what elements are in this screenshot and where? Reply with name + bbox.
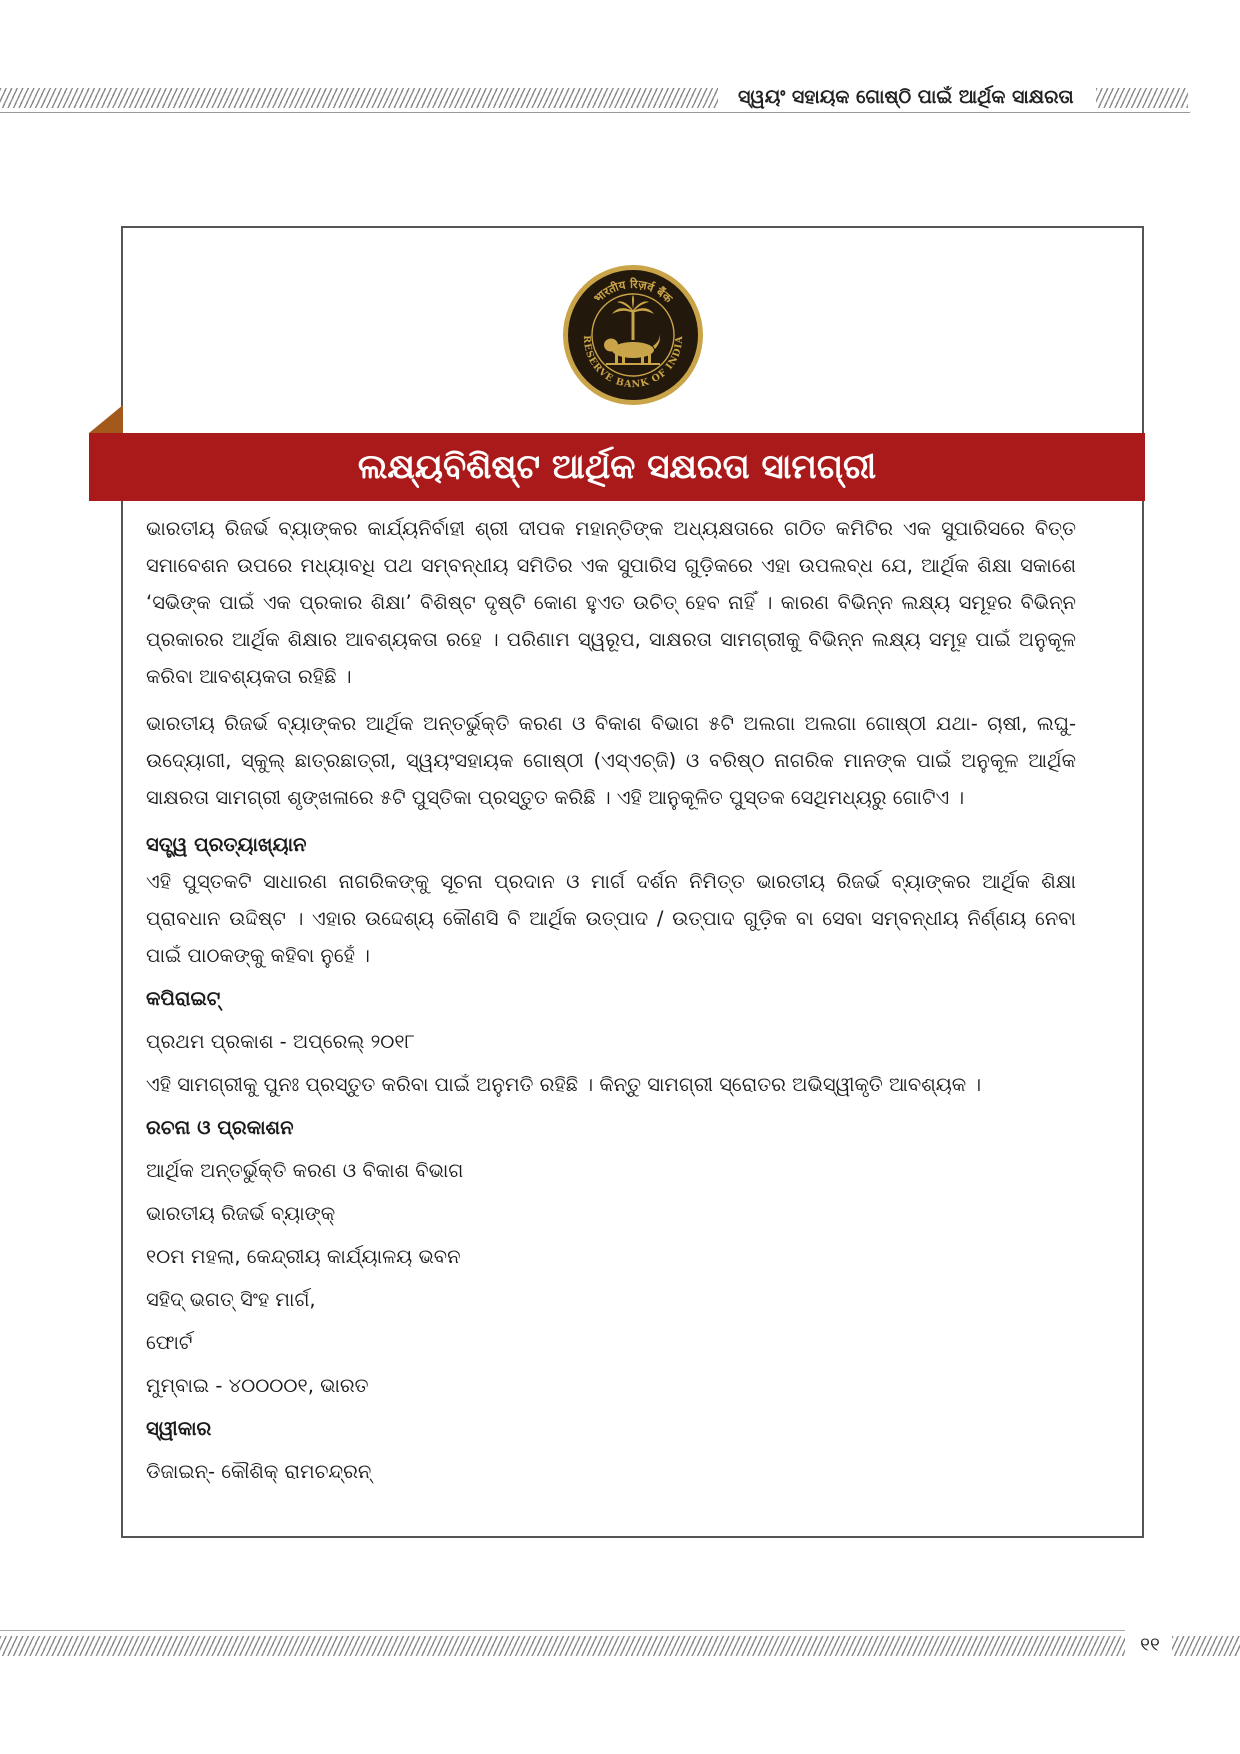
footer-rule — [0, 1630, 1125, 1631]
disclaimer-text: ଏହି ପୁସ୍ତକଟି ସାଧାରଣ ନାଗରିକଙ୍କୁ ସୂଚନା ପ୍ରଦାନ ଓ ମାର୍ଗ ଦର୍ଶନ ନିମିତ୍ତ ଭାରତୀୟ ରିଜର୍ଭ ବ୍ୟାଙ୍କର ଆର୍ଥିକ ଶିକ୍ଷା ପ୍ରାବଧାନ ଉଦ୍ଦିଷ୍ଟ । ଏହାର ଉଦ୍ଦେଶ୍ୟ କୌଣସି ବି ଆର୍ଥିକ ଉତ୍ପାଦ / ଉତ୍ପାଦ ଗୁଡ଼ିକ ବା ସେବା ସମ୍ବନ୍ଧୀୟ ନିର୍ଣ୍ଣୟ ନେବା ପାଇଁ ପାଠକଙ୍କୁ କହିବା ନୁହେଁ । — [146, 870, 1076, 967]
rbi-seal-logo — [562, 264, 704, 406]
running-header-title: ସ୍ୱୟଂ ସହାୟକ ଗୋଷ୍ଠି ପାଇଁ ଆର୍ଥିକ ସାକ୍ଷରତା — [738, 86, 1074, 108]
footer-hatch-left — [0, 1636, 1125, 1656]
address-line-street: ସହିଦ୍ ଭଗତ୍ ସିଂହ ମାର୍ଗ, — [146, 1288, 316, 1311]
seal-bottom-text: RESERVE BANK OF INDIA — [580, 335, 686, 391]
design-credit: ଡିଜାଇନ୍- କୌଶିକ୍ ରାମଚନ୍ଦ୍ରନ୍ — [146, 1460, 372, 1483]
reproduction-note: ଏହି ସାମଗ୍ରୀକୁ ପୁନଃ ପ୍ରସ୍ତୁତ କରିବା ପାଇଁ ଅନୁମତି ରହିଛି । କିନ୍ତୁ ସାମଗ୍ରୀ ସ୍ରୋତର ଅଭିସ୍ୱୀକୃତି ଆବଶ୍ୟକ । — [146, 1073, 982, 1096]
page-number: ୧୧ — [1140, 1634, 1160, 1656]
publication-heading: ରଚନା ଓ ପ୍ରକାଶନ — [146, 1116, 294, 1139]
banner-fold — [89, 405, 123, 433]
copyright-heading: କପିରାଇଟ୍ — [146, 987, 221, 1010]
address-line-department: ଆର୍ଥିକ ଅନ୍ତର୍ଭୁକ୍ତି କରଣ ଓ ବିକାଶ ବିଭାଗ — [146, 1159, 464, 1182]
first-publication: ପ୍ରଥମ ପ୍ରକାଶ - ଅପ୍ରେଲ୍ ୨୦୧୮ — [146, 1030, 415, 1053]
address-line-bank: ଭାରତୀୟ ରିଜର୍ଭ ବ୍ୟାଙ୍କ୍ — [146, 1202, 336, 1225]
department-paragraph: ଭାରତୀୟ ରିଜର୍ଭ ବ୍ୟାଙ୍କର ଆର୍ଥିକ ଅନ୍ତର୍ଭୁକ୍ତି କରଣ ଓ ବିକାଶ ବିଭାଗ ୫ଟି ଅଲଗା ଅଲଗା ଗୋଷ୍ଠୀ ଯଥା- ଚାଷୀ, ଲଘୁ- ଉଦ୍ୟୋଗୀ, ସ୍କୁଲ୍ ଛାତ୍ରଛାତ୍ରୀ, ସ୍ୱୟଂସହାୟକ ଗୋଷ୍ଠୀ (ଏସ୍‌ଏଚ୍‌ଜି) ଓ ବରିଷ୍ଠ ନାଗରିକ ମାନଙ୍କ ପାଇଁ ଅନୁକୂଳ ଆର୍ଥିକ ସାକ୍ଷରତା ସାମଗ୍ରୀ ଶୃଙ୍ଖଳାରେ ୫ଟି ପୁସ୍ତିକା ପ୍ରସ୍ତୁତ କରିଛି । ଏହି ଆନୁକୂଳିତ ପୁସ୍ତକ ସେଥିମଧ୍ୟରୁ ଗୋଟିଏ । — [146, 712, 1076, 809]
acknowledgement-heading: ସ୍ୱୀକାର — [146, 1417, 212, 1440]
address-line-city: ମୁମ୍ବାଇ - ୪୦୦୦୦୧, ଭାରତ — [146, 1374, 369, 1397]
intro-paragraph: ଭାରତୀୟ ରିଜର୍ଭ ବ୍ୟାଙ୍କର କାର୍ଯ୍ୟନିର୍ବାହୀ ଶ୍ରୀ ଦୀପକ ମହାନ୍ତିଙ୍କ ଅଧ୍ୟକ୍ଷତାରେ ଗଠିତ କମିଟିର ଏକ ସୁପାରିସରେ ବିତ୍ତ ସମାବେଶନ ଉପରେ ମଧ୍ୟାବଧି ପଥ ସମ୍ବନ୍ଧୀୟ ସମିତିର ଏକ ସୁପାରିସ ଗୁଡ଼ିକରେ ଏହା ଉପଲବ୍ଧ ଯେ, ଆର୍ଥିକ ଶିକ୍ଷା ସକାଶେ ‘ସଭିଙ୍କ ପାଇଁ ଏକ ପ୍ରକାର ଶିକ୍ଷା’ ବିଶିଷ୍ଟ ଦୃଷ୍ଟି କୋଣ ହୁଏତ ଉଚିତ୍ ହେବ ନାହିଁ । କାରଣ ବିଭିନ୍ନ ଲକ୍ଷ୍ୟ ସମୂହର ବିଭିନ୍ନ ପ୍ରକାରର ଆର୍ଥିକ ଶିକ୍ଷାର ଆବଶ୍ୟକତା ରହେ । ପରିଣାମ ସ୍ୱରୂପ, ସାକ୍ଷରତା ସାମଗ୍ରୀକୁ ବିଭିନ୍ନ ଲକ୍ଷ୍ୟ ସମୂହ ପାଇଁ ଅନୁକୂଳ କରିବା ଆବଶ୍ୟକତା ରହିଛି । — [146, 517, 1076, 688]
section-banner-title: ଲକ୍ଷ୍ୟବିଶିଷ୍ଟ ଆର୍ଥିକ ସକ୍ଷରତା ସାମଗ୍ରୀ — [89, 433, 1145, 501]
seal-top-text: भारतीय रिज़र्व बैंक — [590, 276, 676, 306]
header-hatch-right — [1096, 88, 1188, 108]
disclaimer-heading: ସତ୍ତ୍ୱ ପ୍ରତ୍ୟାଖ୍ୟାନ — [146, 833, 307, 856]
header-hatch-left — [0, 88, 718, 108]
address-line-floor: ୧୦ମ ମହଲା, କେନ୍ଦ୍ରୀୟ କାର୍ଯ୍ୟାଳୟ ଭବନ — [146, 1245, 461, 1268]
footer-hatch-right — [1172, 1636, 1240, 1656]
body-text — [146, 510, 1076, 1490]
address-line-area: ଫୋର୍ଟ — [146, 1331, 193, 1354]
header-rule — [0, 112, 1190, 113]
